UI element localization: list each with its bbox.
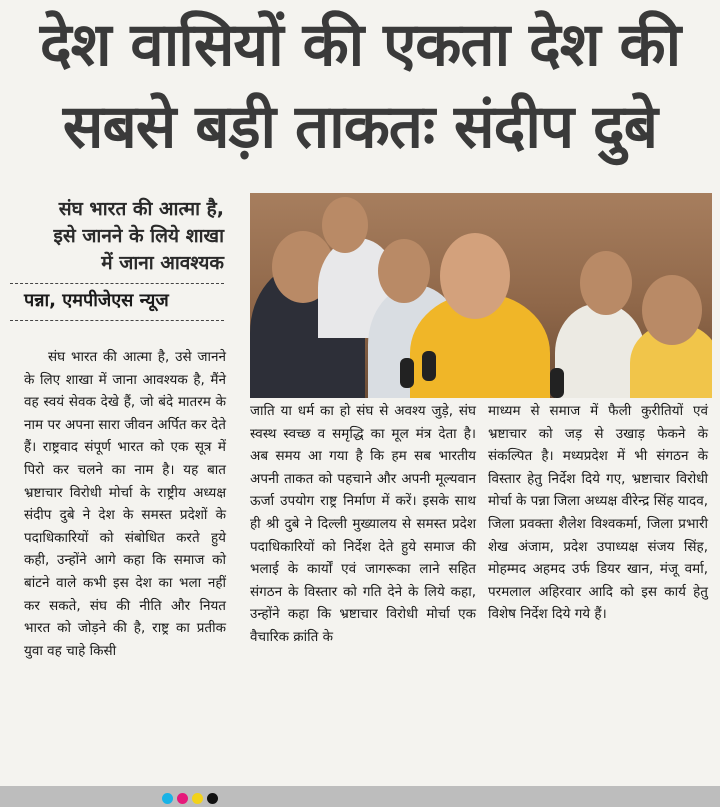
microphone-icon — [400, 358, 414, 388]
registration-dot-cyan — [162, 793, 173, 804]
registration-dot-magenta — [177, 793, 188, 804]
subhead-line-1: संघ भारत की आत्मा है, — [58, 198, 224, 220]
article-text-2: जाति या धर्म का हो संघ से अवश्य जुड़े, संघ स्वस्थ स्वच्छ व समृद्धि का मूल मंत्र देता है। अब समय आ गया है कि हम सब भारतीय अपनी ताकत को पहचाने और अपनी मूल्यवान ऊर्जा उपयोग राष्ट्र निर्माण में करें। इसके साथ ही श्री दुबे ने दिल्ली मुख्यालय से समस्त प्रदेश पदाधिकारियों को निर्देश देते हुये समाज की भलाई के कार्यों एवं जागरूका लाने सहित संगठन के विस्तार को गति देने के लिये कहा, उन्होंने कहा कि भ्रष्टाचार विरोधी मोर्चा एक वैचारिक क्रांति के — [250, 403, 476, 645]
news-photo — [250, 193, 712, 398]
subhead-line-3: में जाना आवश्यक — [101, 252, 224, 274]
headline-line-1: देश वासियों की एकता देश की — [39, 10, 681, 80]
photo-head-far-right — [642, 275, 702, 345]
photo-head-back — [322, 197, 368, 253]
photo-head-right — [580, 251, 632, 315]
article-column-1 — [24, 346, 226, 662]
subhead-line-2: इसे जानने के लिये शाखा — [53, 225, 224, 247]
article-text-1: संघ भारत की आत्मा है, उसे जानने के लिए शाखा में जाना आवश्यक है, मैंने वह स्वयं सेवक देखे हैं, जो बंदे मातरम के नाम पर अपना सारा जीवन अर्पित कर देते हैं। राष्ट्रवाद संपूर्ण भारत को एक सूत्र में पिरो कर चलने का नाम है। यह बात भ्रष्टाचार विरोधी मोर्चा के राष्ट्रीय अध्यक्ष संदीप दुबे ने देश के समस्त प्रदेशों के पदाधिकारियों को संबोधित करते हुये कही, उन्होंने आगे कहा कि समाज को बांटने वाले कभी इस देश का भला नहीं कर सकते, संघ की नीति और नियत भारत को जोड़ने की है, राष्ट्र का प्रतीक युवा वह चाहे किसी — [24, 349, 226, 659]
article-column-3 — [488, 400, 708, 626]
footer-bar — [0, 786, 720, 807]
photo-head-mid — [378, 239, 430, 303]
article-text-3: माध्यम से समाज में फैली कुरीतियों एवं भ्रष्टाचार को जड़ से उखाड़ फेकने के संकल्पित है। मध्यप्रदेश में भी संगठन के विस्तार हेतु निर्देश दिये गए, भ्रष्टाचार विरोधी मोर्चा के पन्ना जिला अध्यक्ष वीरेन्द्र सिंह यादव, जिला प्रवक्ता शैलेश विश्वकर्मा, जिला प्रभारी शेख अंजाम, प्रदेश उपाध्यक्ष संजय सिंह, मोहम्मद अहमद उर्फ डियर खान, मंजू वर्मा, परमलाल अहिरवार आदि को इस कार्य हेतु विशेष निर्देश दिये गये हैं। — [488, 403, 708, 623]
article-column-2 — [250, 400, 476, 649]
photo-head-speaker — [440, 233, 510, 319]
subhead-block — [10, 196, 230, 325]
microphone-icon — [422, 351, 436, 381]
dateline: पन्ना, एमपीजेएस न्यूज — [24, 290, 169, 311]
headline — [0, 4, 720, 168]
headline-line-2: सबसे बड़ी ताकतः संदीप दुबे — [62, 92, 658, 162]
registration-dot-yellow — [192, 793, 203, 804]
dateline-divider-bottom — [10, 320, 224, 321]
microphone-icon — [550, 368, 564, 398]
registration-dot-black — [207, 793, 218, 804]
dateline-divider — [10, 283, 224, 284]
